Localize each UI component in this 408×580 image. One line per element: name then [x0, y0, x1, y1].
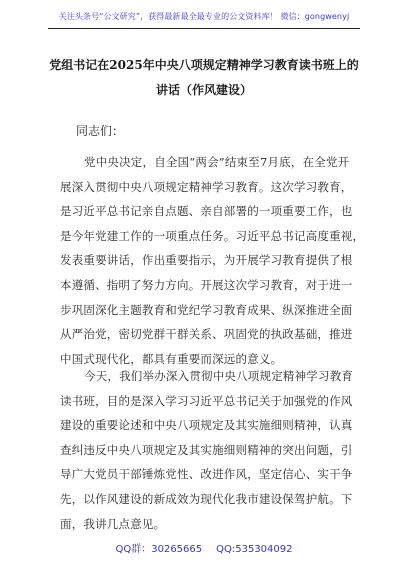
- paragraph-line: 先，以作风建设的新成效为现代化我市建设保驾护航。下: [60, 492, 353, 506]
- paragraph-line: 从严治党，密切党群干群关系、巩固党的执政基础，推进: [60, 327, 353, 342]
- paragraph-line: 是习近平总书记亲自点题、亲自部署的一项重要工作，也: [60, 204, 353, 219]
- paragraph-line: 是今年党建工作的一项重点任务。习近平总书记高度重视，: [60, 228, 365, 243]
- paragraph-line: 本遵循、指明了努力方向。开展这次学习教育，对于进一: [60, 278, 353, 292]
- paragraph-line: 导广大党员干部锤炼党性、改进作风，坚定信心、实干争: [60, 467, 353, 482]
- paragraph-line: 步巩固深化主题教育和党纪学习教育成果、纵深推进全面: [60, 302, 353, 317]
- paragraph-line: 中国式现代化，都具有重要而深远的意义。: [60, 351, 283, 366]
- paragraph-line: 查纠违反中央八项规定及其实施细则精神的突出问题，引: [60, 442, 353, 457]
- greeting: 同志们：: [76, 124, 125, 138]
- document-title-line-2: 讲话（作风建设）: [155, 83, 252, 97]
- paragraph-line: 面，我讲几点意见。: [60, 516, 166, 531]
- paragraph-line: 读书班，目的是深入学习习近平总书记关于加强党的作风: [60, 393, 353, 408]
- document-title-line-1: 党组书记在2025年中央八项规定精神学习教育读书班上的: [49, 58, 359, 72]
- paragraph-line: 建设的重要论述和中央八项规定及其实施细则精神，认真: [60, 418, 353, 433]
- footer-contact: [0, 540, 408, 555]
- paragraph-line: 党中央决定，自全国“两会”结束至7月底，在全党开: [84, 155, 350, 169]
- paragraph-line: 展深入贯彻中央八项规定精神学习教育。这次学习教育，: [60, 179, 353, 194]
- footer-qq-number: QQ:535304092: [216, 544, 293, 555]
- header-divider: [48, 28, 360, 29]
- paragraph-line: 今天，我们举办深入贯彻中央八项规定精神学习教育: [84, 369, 354, 383]
- paragraph-line: 发表重要讲话，作出重要指示，为开展学习教育提供了根: [60, 253, 353, 268]
- header-promo-note: 关注头条号“公文研究”，获得最新最全最专业的公文资料库！ 微信：gongwenyj: [58, 12, 350, 21]
- footer-qq-group: QQ群：30265665: [115, 544, 203, 555]
